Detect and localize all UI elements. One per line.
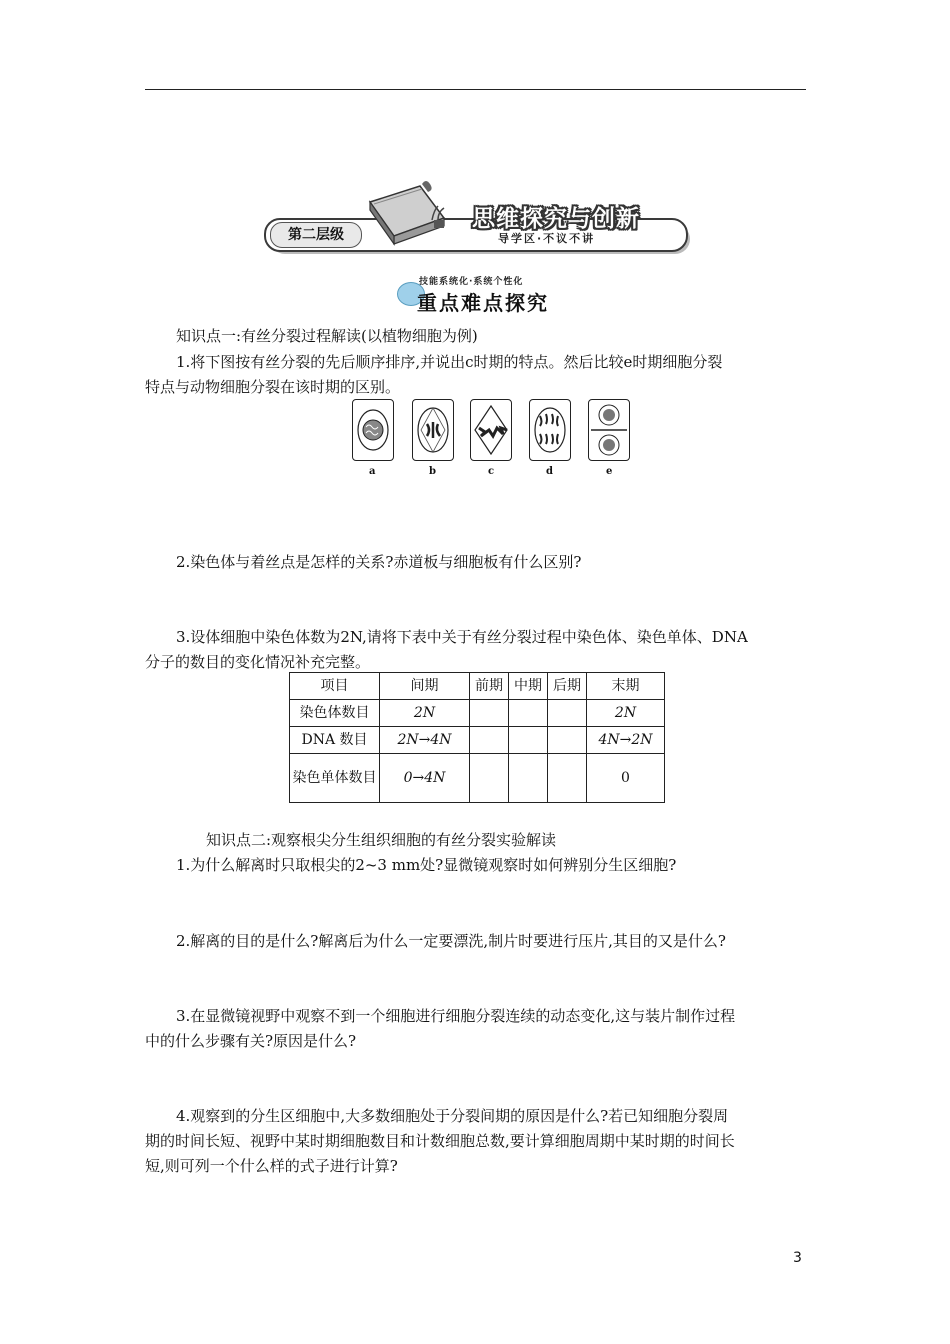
level-label: 第二层级 bbox=[270, 222, 362, 248]
kp2-q4-line1: 4.观察到的分生区细胞中,大多数细胞处于分裂间期的原因是什么?若已知细胞分裂周 bbox=[176, 1107, 729, 1125]
table-cell: 染色体数目 bbox=[290, 700, 380, 727]
table-cell bbox=[509, 727, 548, 754]
table-cell: 2N bbox=[587, 700, 665, 727]
kp2-q1: 1.为什么解离时只取根尖的2~3 mm处?显微镜观察时如何辨别分生区细胞? bbox=[176, 856, 677, 874]
kp1-q2: 2.染色体与着丝点是怎样的关系?赤道板与细胞板有什么区别? bbox=[176, 553, 582, 571]
table-cell bbox=[548, 754, 587, 803]
table-cell bbox=[548, 727, 587, 754]
figure-label-d: d bbox=[546, 466, 553, 477]
table-header-cell: 项目 bbox=[290, 673, 380, 700]
cell-d-drawing bbox=[530, 400, 570, 460]
table-row bbox=[290, 727, 665, 754]
table-header-cell: 末期 bbox=[587, 673, 665, 700]
table-cell: 染色单体数目 bbox=[290, 754, 380, 803]
book-icon bbox=[360, 180, 450, 246]
cell-b bbox=[412, 399, 454, 461]
kp2-q4-line2: 期的时间长短、视野中某时期细胞数目和计数细胞总数,要计算细胞周期中某时期的时间长 bbox=[145, 1132, 735, 1150]
cell-a bbox=[352, 399, 394, 461]
figure-label-e: e bbox=[606, 466, 613, 477]
table-cell bbox=[470, 727, 509, 754]
table-header-cell: 前期 bbox=[470, 673, 509, 700]
table-cell: 4N→2N bbox=[587, 727, 665, 754]
kp1-q1-line1: 1.将下图按有丝分裂的先后顺序排序,并说出c时期的特点。然后比较e时期细胞分裂 bbox=[176, 353, 723, 371]
figure-label-a: a bbox=[369, 466, 376, 477]
table-row bbox=[290, 700, 665, 727]
table-cell bbox=[509, 754, 548, 803]
cell-e bbox=[588, 399, 630, 461]
table-cell bbox=[548, 700, 587, 727]
table-cell bbox=[470, 754, 509, 803]
section-tag: 技能系统化·系统个性化 bbox=[419, 277, 524, 287]
banner-title: 思维探究与创新 bbox=[472, 206, 640, 232]
figure-label-b: b bbox=[429, 466, 436, 477]
page-number: 3 bbox=[793, 1250, 802, 1266]
section-title: 重点难点探究 bbox=[417, 291, 549, 315]
cell-a-drawing bbox=[353, 400, 393, 460]
cell-b-drawing bbox=[413, 400, 453, 460]
table-cell: 2N bbox=[380, 700, 470, 727]
kp2-q2: 2.解离的目的是什么?解离后为什么一定要漂洗,制片时要进行压片,其目的又是什么? bbox=[176, 932, 726, 950]
chromosome-count-table bbox=[289, 672, 665, 803]
table-header-cell: 后期 bbox=[548, 673, 587, 700]
kp1-q3-line2: 分子的数目的变化情况补充完整。 bbox=[145, 653, 371, 671]
table-cell: 2N→4N bbox=[380, 727, 470, 754]
table-cell bbox=[509, 700, 548, 727]
cell-d bbox=[529, 399, 571, 461]
table-cell: DNA 数目 bbox=[290, 727, 380, 754]
table-header-row bbox=[290, 673, 665, 700]
table-header-cell: 中期 bbox=[509, 673, 548, 700]
cell-c bbox=[470, 399, 512, 461]
table-cell: 0→4N bbox=[380, 754, 470, 803]
cell-c-drawing bbox=[471, 400, 511, 460]
header-rule bbox=[145, 89, 806, 90]
kp2-q3-line2: 中的什么步骤有关?原因是什么? bbox=[145, 1032, 357, 1050]
table-header-cell: 间期 bbox=[380, 673, 470, 700]
kp1-heading: 知识点一:有丝分裂过程解读(以植物细胞为例) bbox=[176, 327, 478, 345]
kp1-q1-line2: 特点与动物细胞分裂在该时期的区别。 bbox=[145, 378, 401, 396]
kp2-q3-line1: 3.在显微镜视野中观察不到一个细胞进行细胞分裂连续的动态变化,这与装片制作过程 bbox=[176, 1007, 736, 1025]
section-header bbox=[393, 272, 563, 315]
banner-subtitle: 导学区·不议不讲 bbox=[498, 232, 596, 245]
cell-e-drawing bbox=[589, 400, 629, 460]
table-row bbox=[290, 754, 665, 803]
kp2-q4-line3: 短,则可列一个什么样的式子进行计算? bbox=[145, 1157, 398, 1175]
figure-label-c: c bbox=[488, 466, 495, 477]
section-banner bbox=[262, 172, 688, 256]
table-cell: 0 bbox=[587, 754, 665, 803]
kp1-q3-line1: 3.设体细胞中染色体数为2N,请将下表中关于有丝分裂过程中染色体、染色单体、DNA bbox=[176, 628, 748, 646]
table-cell bbox=[470, 700, 509, 727]
kp2-heading: 知识点二:观察根尖分生组织细胞的有丝分裂实验解读 bbox=[206, 831, 557, 849]
